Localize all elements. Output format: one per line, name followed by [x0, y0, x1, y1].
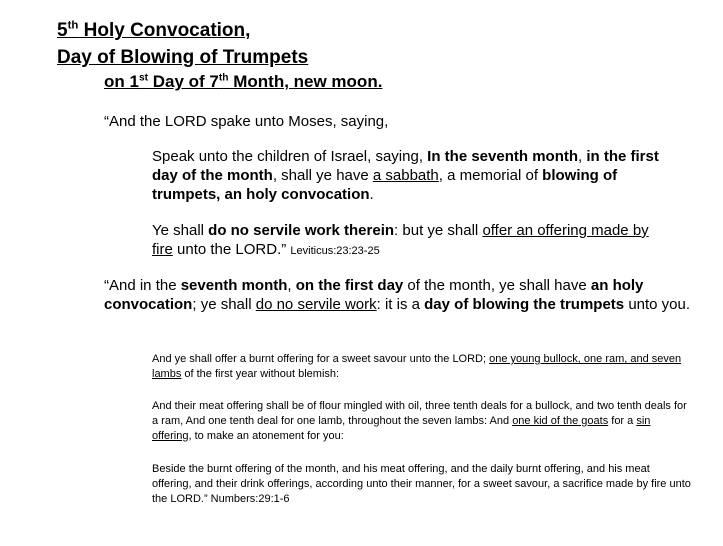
- page-title: [57, 20, 250, 42]
- numbers-paragraph-2: And their meat offering shall be of flour mingled with oil, three tenth deals for a bullock, and two tenth deals for a ram, And one tenth deal for one lamb, throughout the seven lambs: And one kid of the goats for a sin offering, to make an atonement for you:: [152, 400, 687, 442]
- intro-quote: “And the LORD spake unto Moses, saying,: [104, 113, 389, 130]
- leviticus-reference: Leviticus:23:23-25: [290, 245, 380, 257]
- scripture-block-3: “And in the seventh month, on the first day of the month, ye shall have an holy convocation; ye shall do no servile work: it is a day of blowing the trumpets unto you.: [104, 277, 691, 313]
- scripture-block-2: Ye shall do no servile work therein: but ye shall offer an offering made by fire unto the LORD.” Leviticus:23:23-25: [152, 222, 649, 258]
- scripture-block-1: Speak unto the children of Israel, saying, In the seventh month, in the first day of the month, shall ye have a sabbath, a memorial of blowing of trumpets, an holy convocation.: [152, 148, 659, 203]
- numbers-paragraph-1: And ye shall offer a burnt offering for a sweet savour unto the LORD; one young bullock, one ram, and seven lambs of the first year without blemish:: [152, 353, 682, 380]
- date-heading: on 1st Day of 7th Month, new moon.: [104, 72, 383, 91]
- numbers-paragraph-3: Beside the burnt offering of the month, and his meat offering, and the daily burnt offering, and his meat offering, and their drink offerings, according unto their manner, for a sweet savour, a sacrifice made by fire unto the LORD.” Numbers:29:1-6: [152, 463, 691, 505]
- title-number: 5: [57, 20, 68, 41]
- page-subtitle: Day of Blowing of Trumpets: [57, 47, 309, 68]
- title-text: Holy Convocation,: [78, 20, 251, 41]
- title-ordinal: th: [67, 19, 79, 32]
